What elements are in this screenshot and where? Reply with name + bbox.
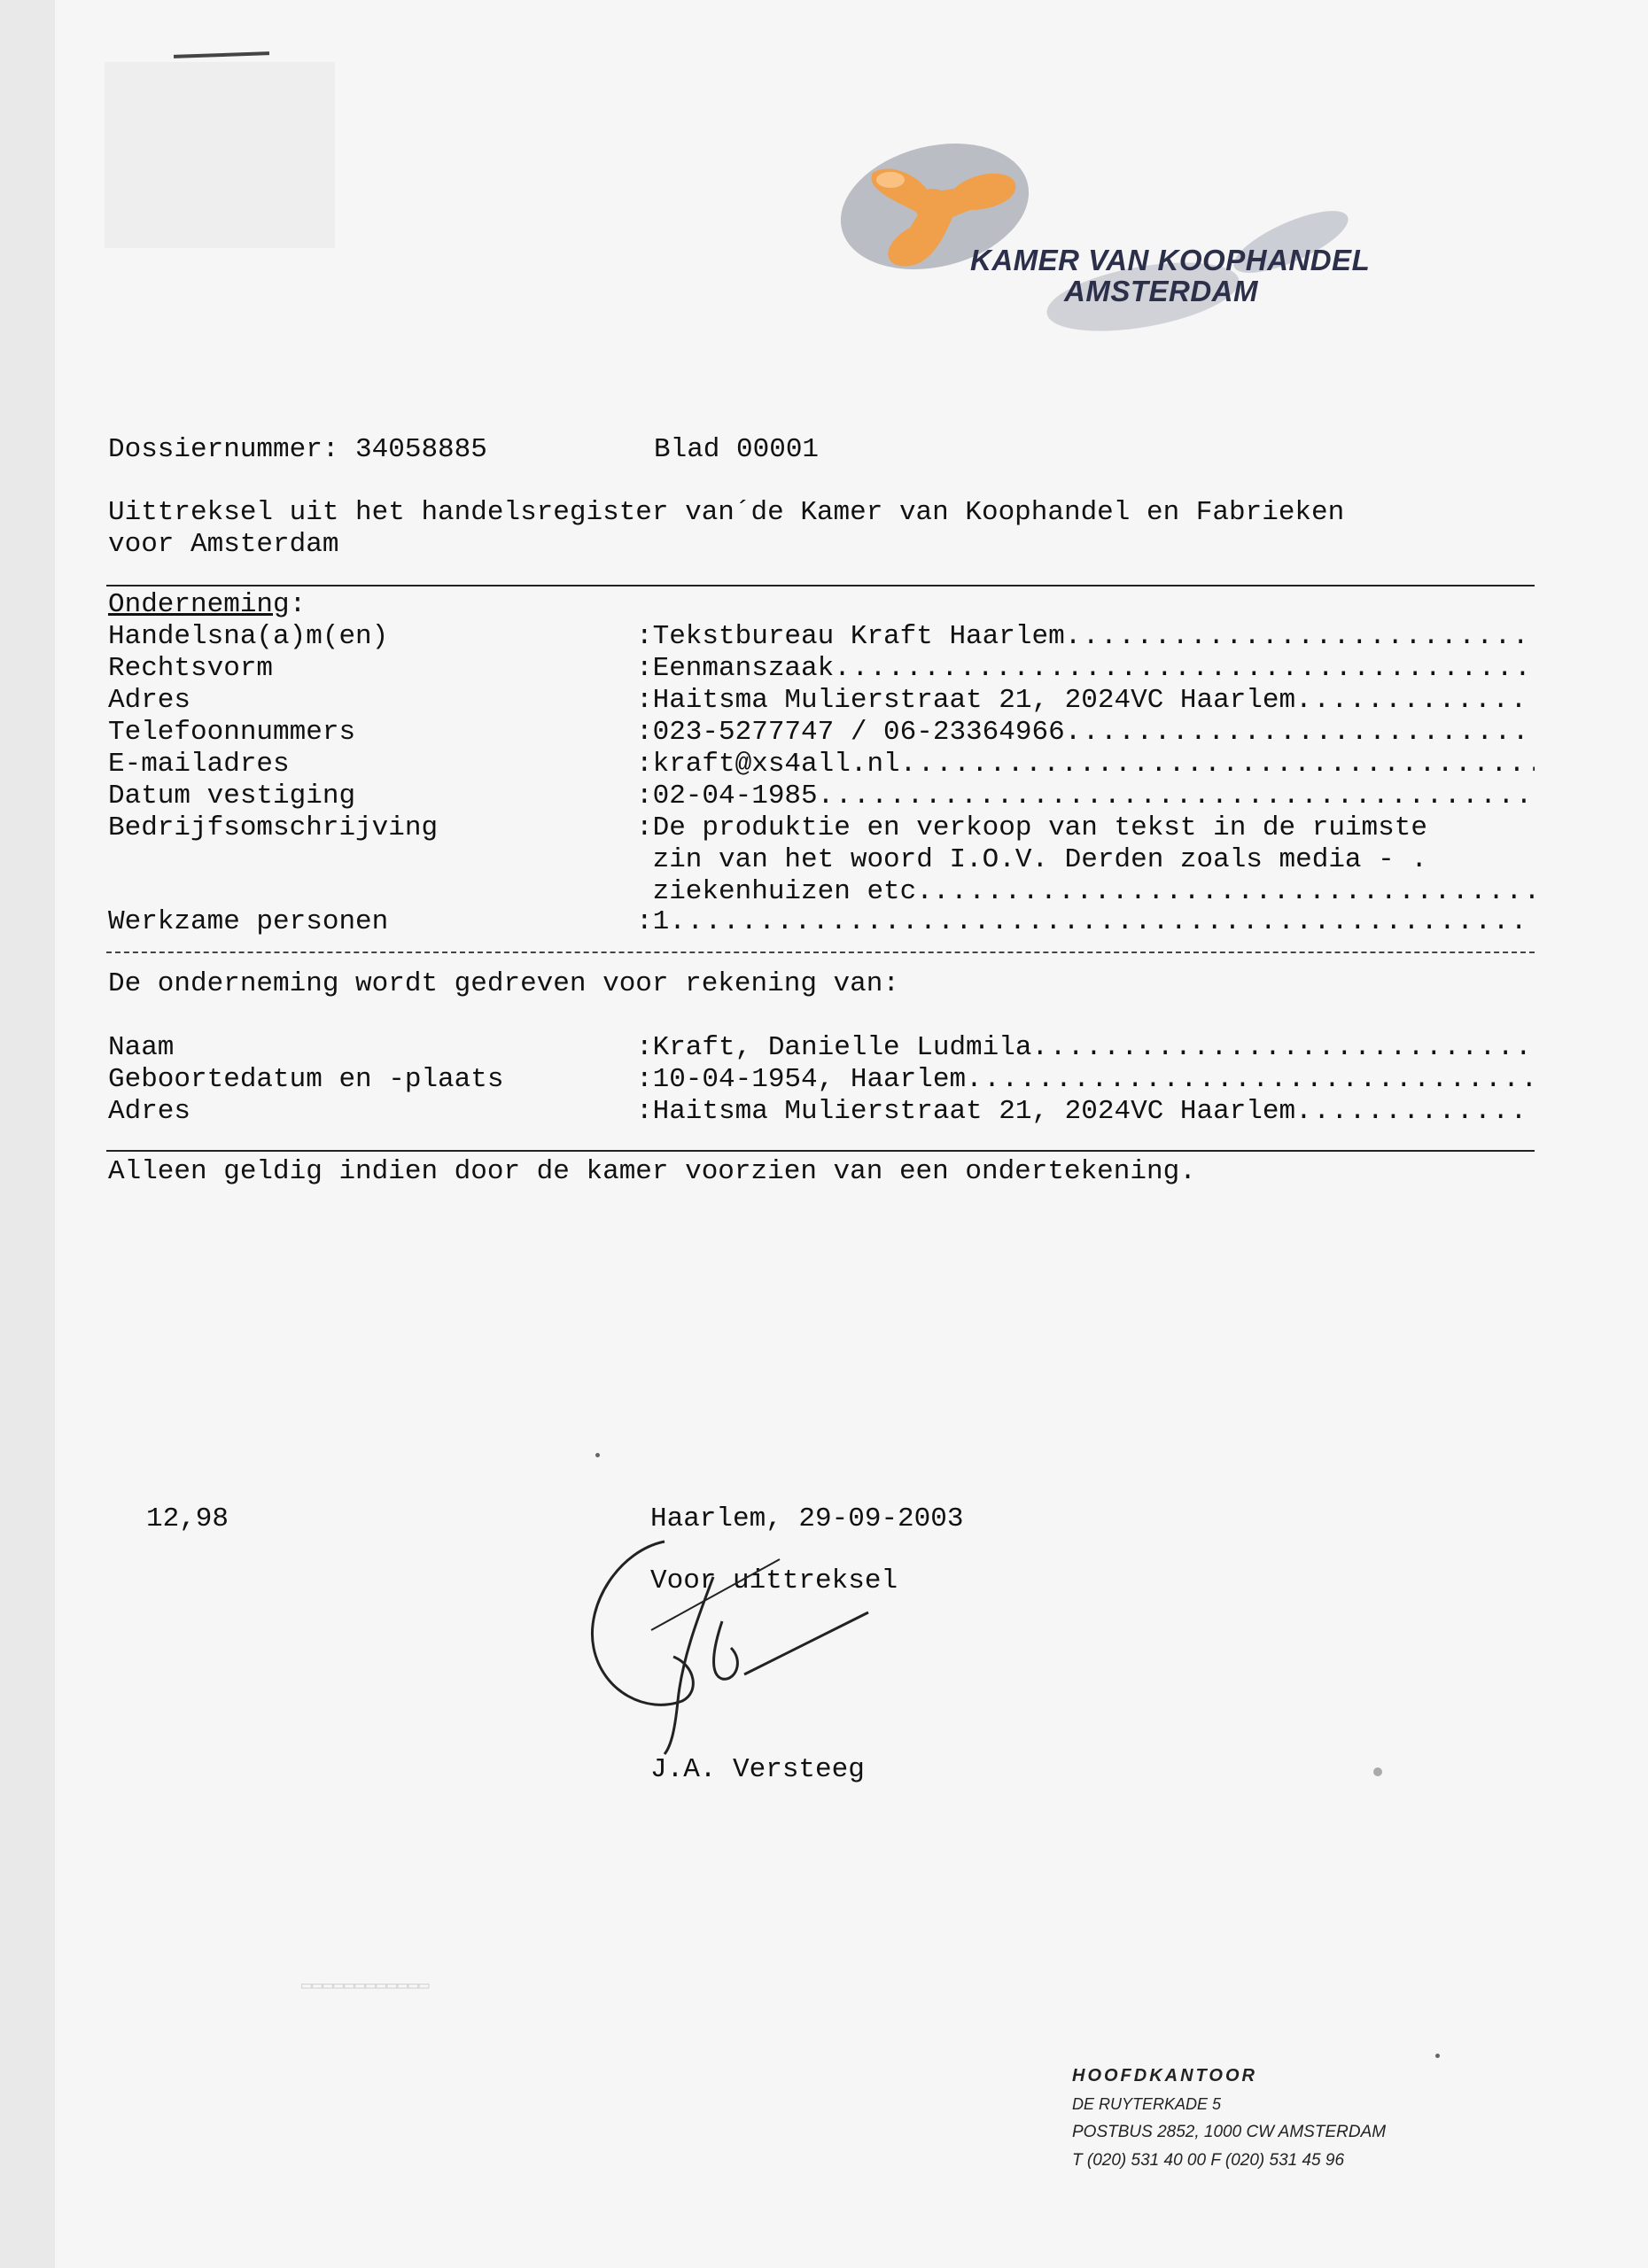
dot-leader bbox=[1065, 621, 1535, 653]
dot-leader bbox=[900, 749, 1535, 781]
field-row bbox=[108, 685, 1535, 717]
speck bbox=[1435, 2054, 1440, 2058]
field-label: Adres bbox=[108, 1096, 191, 1127]
field-row bbox=[108, 717, 1535, 749]
dot-leader bbox=[933, 876, 1535, 908]
field-value: :Tekstbureau Kraft Haarlem bbox=[636, 621, 1065, 652]
field-value: :10-04-1954, Haarlem bbox=[636, 1064, 967, 1095]
field-label: Telefoonnummers bbox=[108, 717, 356, 748]
field-value: :02-04-1985 bbox=[636, 781, 818, 812]
footer-street: DE RUYTERKADE 5 bbox=[1072, 2095, 1222, 2113]
fee-amount: 12,98 bbox=[146, 1503, 229, 1534]
field-value: :Haitsma Mulierstraat 21, 2024VC Haarlem bbox=[636, 1096, 1296, 1127]
owner-intro: De onderneming wordt gedreven voor rekening van: bbox=[108, 968, 899, 999]
dot-leader bbox=[834, 653, 1535, 685]
dot-leader bbox=[1295, 1096, 1535, 1128]
field-label: Bedrijfsomschrijving bbox=[108, 812, 439, 843]
footer-office: HOOFDKANTOOR bbox=[1072, 2066, 1257, 2085]
field-label: Datum vestiging bbox=[108, 781, 356, 812]
place-date: Haarlem, 29-09-2003 bbox=[650, 1503, 964, 1534]
field-value: zin van het woord I.O.V. Derden zoals media - . bbox=[636, 844, 1427, 875]
owner-row bbox=[108, 1096, 1535, 1128]
page-number: Blad 00001 bbox=[654, 434, 820, 465]
divider-top bbox=[106, 585, 1535, 586]
validity-note: Alleen geldig indien door de kamer voorzien van een ondertekening. bbox=[108, 1156, 1196, 1187]
section-heading-colon: : bbox=[289, 589, 307, 620]
field-label: Naam bbox=[108, 1032, 175, 1063]
field-label: Geboortedatum en -plaats bbox=[108, 1064, 504, 1095]
show-through-text: ▭▭▭▭▭▭▭▭▭▭▭▭ bbox=[301, 1977, 430, 1997]
field-value: :Eenmanszaak bbox=[636, 653, 835, 684]
field-label: Handelsna(a)m(en) bbox=[108, 621, 389, 652]
field-row bbox=[108, 653, 1535, 685]
dot-leader bbox=[1065, 717, 1535, 749]
dot-leader bbox=[818, 781, 1535, 812]
owner-row bbox=[108, 1064, 1535, 1096]
field-row bbox=[108, 906, 1535, 938]
page-edge bbox=[0, 0, 55, 2268]
field-value: :1 bbox=[636, 906, 670, 937]
field-label: Rechtsvorm bbox=[108, 653, 274, 684]
field-label: Werkzame personen bbox=[108, 906, 389, 937]
dot-leader bbox=[966, 1064, 1535, 1096]
field-label: Adres bbox=[108, 685, 191, 716]
divider-bottom bbox=[106, 1150, 1535, 1152]
document-title-line2: voor Amsterdam bbox=[108, 529, 339, 560]
field-value: :Kraft, Danielle Ludmila bbox=[636, 1032, 1032, 1063]
field-value: :Haitsma Mulierstraat 21, 2024VC Haarlem bbox=[636, 685, 1296, 716]
owner-row bbox=[108, 1032, 1535, 1064]
logo-text-line1: KAMER VAN KOOPHANDEL bbox=[970, 244, 1371, 276]
show-through-smudge bbox=[105, 62, 335, 248]
field-value: :023-5277747 / 06-23364966 bbox=[636, 717, 1065, 748]
field-row bbox=[108, 812, 1535, 844]
section-heading-onderneming bbox=[108, 589, 306, 621]
voor-uittreksel: Voor uittreksel bbox=[650, 1565, 898, 1596]
section-heading-label: Onderneming bbox=[108, 589, 290, 620]
handwritten-signature bbox=[567, 1524, 886, 1772]
kvk-logo-mark bbox=[837, 128, 1395, 350]
logo-text-line2: AMSTERDAM bbox=[1064, 275, 1258, 307]
field-value: ziekenhuizen etc. bbox=[636, 876, 933, 907]
field-row-continued bbox=[108, 844, 1535, 876]
field-value: :kraft@xs4all.nl bbox=[636, 749, 900, 780]
dot-leader bbox=[1295, 685, 1535, 717]
document-title-line1: Uittreksel uit het handelsregister van´de Kamer van Koophandel en Fabrieken bbox=[108, 497, 1345, 528]
divider-dashed bbox=[106, 951, 1535, 953]
field-value: :De produktie en verkoop van tekst in de ruimste bbox=[636, 812, 1427, 843]
dossier-number: Dossiernummer: 34058885 bbox=[108, 434, 487, 465]
signer-name: J.A. Versteeg bbox=[650, 1754, 865, 1785]
field-row bbox=[108, 749, 1535, 781]
field-label: E-mailadres bbox=[108, 749, 290, 780]
speck bbox=[595, 1453, 600, 1457]
field-row bbox=[108, 621, 1535, 653]
field-row-continued bbox=[108, 876, 1535, 908]
speck bbox=[1373, 1767, 1382, 1776]
dot-leader bbox=[1031, 1032, 1535, 1064]
footer-postbus: POSTBUS 2852, 1000 CW AMSTERDAM bbox=[1072, 2123, 1387, 2141]
field-row bbox=[108, 781, 1535, 812]
dot-leader bbox=[669, 906, 1535, 938]
footer-phone: T (020) 531 40 00 F (020) 531 45 96 bbox=[1072, 2151, 1345, 2170]
kvk-logo bbox=[837, 128, 1395, 350]
